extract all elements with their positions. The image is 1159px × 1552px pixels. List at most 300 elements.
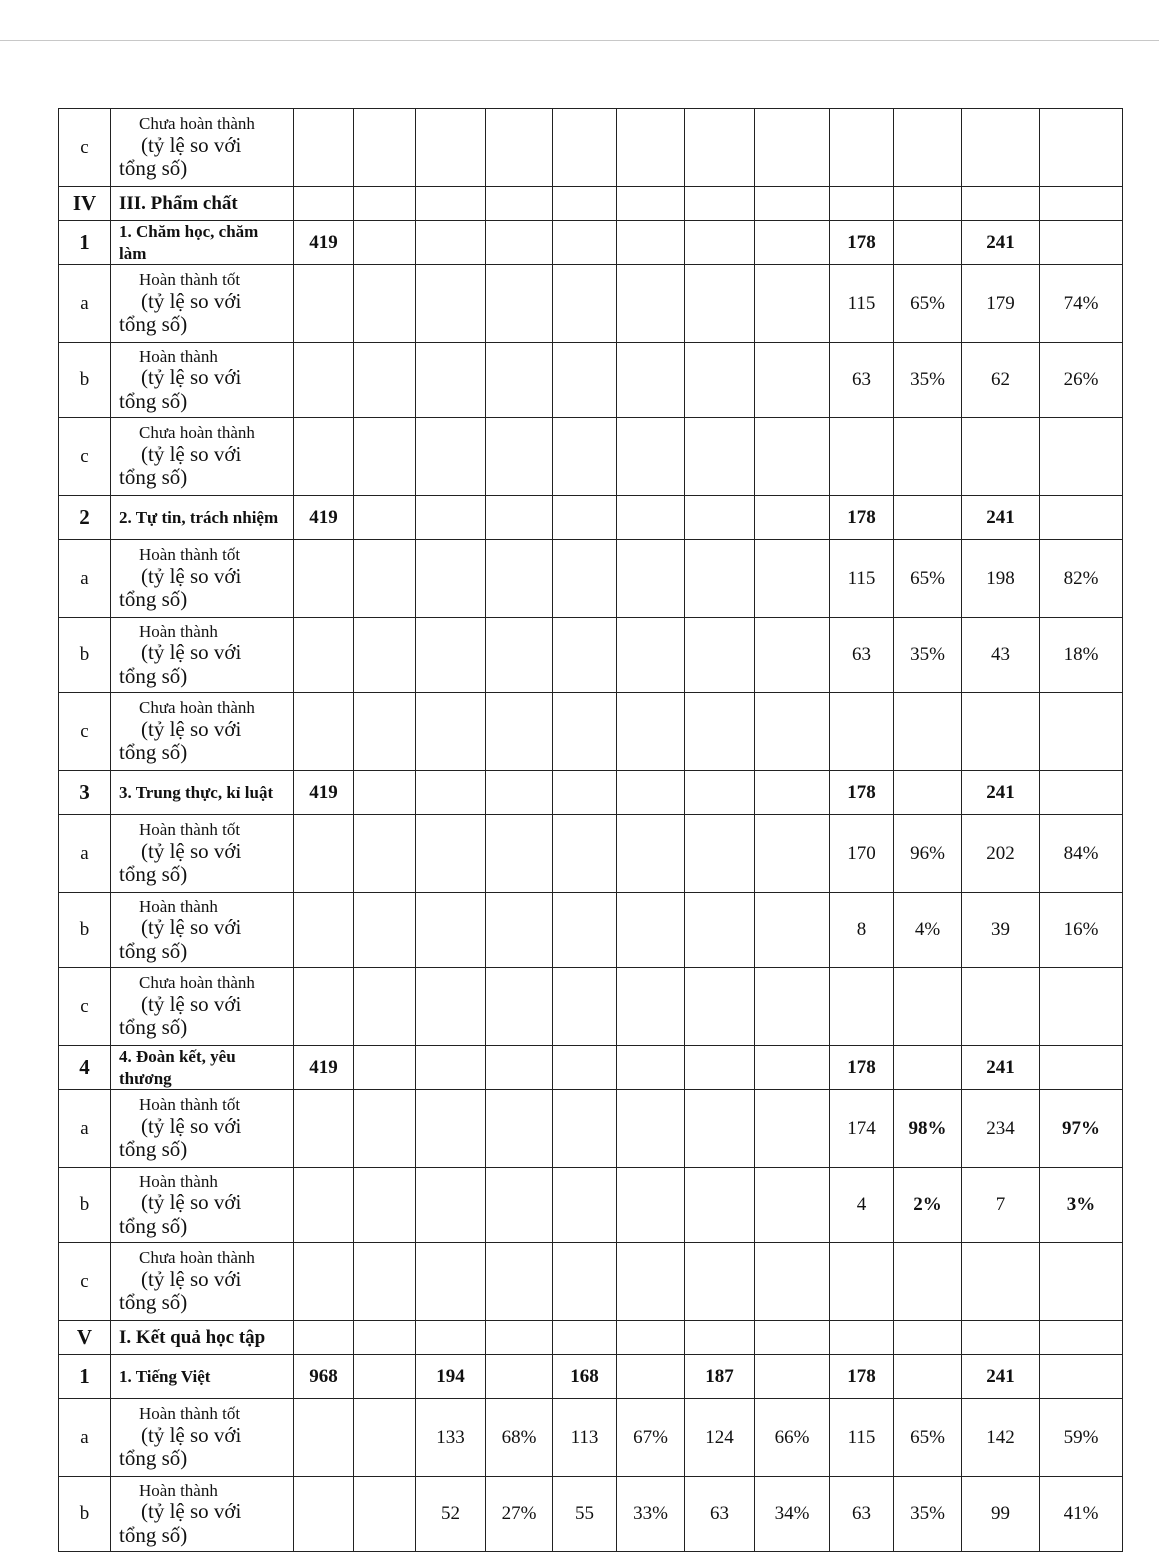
data-cell <box>416 693 486 771</box>
data-cell <box>416 771 486 815</box>
table-row <box>59 1243 1123 1321</box>
data-cell <box>755 771 830 815</box>
data-cell <box>486 1321 553 1355</box>
data-cell <box>1040 187 1123 221</box>
criterion-title: 4. Đoàn kết, yêu thương <box>119 1047 236 1088</box>
data-cell <box>354 693 416 771</box>
data-cell <box>553 109 617 187</box>
data-cell <box>830 109 894 187</box>
data-cell <box>354 771 416 815</box>
data-cell <box>294 265 354 343</box>
data-cell <box>894 418 962 496</box>
data-cell <box>486 187 553 221</box>
data-cell: 194 <box>416 1355 486 1399</box>
row-label <box>111 1243 294 1321</box>
row-label <box>111 693 294 771</box>
row-code: 3 <box>59 771 111 815</box>
ratio-label-total: tổng số) <box>119 862 188 887</box>
data-cell: 43 <box>962 618 1040 693</box>
ratio-label: (tỷ lệ so với <box>141 441 242 466</box>
data-cell <box>486 1046 553 1090</box>
row-code: a <box>59 1399 111 1477</box>
data-cell <box>294 1168 354 1243</box>
data-cell <box>416 1090 486 1168</box>
row-label <box>111 343 294 418</box>
data-cell <box>416 1321 486 1355</box>
table-row <box>59 1090 1123 1168</box>
data-cell <box>416 1046 486 1090</box>
data-cell <box>962 1321 1040 1355</box>
ratio-label: (tỷ lệ so với <box>141 991 242 1016</box>
level-label: Hoàn thành <box>139 346 218 366</box>
ratio-label-total: tổng số) <box>119 1446 188 1471</box>
table-row <box>59 1168 1123 1243</box>
data-cell <box>617 1355 685 1399</box>
data-cell <box>553 496 617 540</box>
ratio-label-total: tổng số) <box>119 1015 188 1040</box>
data-cell: 178 <box>830 771 894 815</box>
data-cell: 99 <box>962 1477 1040 1552</box>
row-label <box>111 1090 294 1168</box>
data-cell: 419 <box>294 1046 354 1090</box>
data-cell <box>894 771 962 815</box>
data-cell <box>354 540 416 618</box>
data-cell <box>486 815 553 893</box>
data-cell: 67% <box>617 1399 685 1477</box>
ratio-label: (tỷ lệ so với <box>141 915 242 939</box>
data-cell <box>553 693 617 771</box>
ratio-label: (tỷ lệ so với <box>141 716 242 741</box>
data-cell <box>617 1243 685 1321</box>
table-row <box>59 1046 1123 1090</box>
data-cell <box>894 187 962 221</box>
data-cell <box>354 815 416 893</box>
data-cell: 170 <box>830 815 894 893</box>
data-cell <box>962 109 1040 187</box>
data-cell <box>294 187 354 221</box>
data-cell <box>294 1090 354 1168</box>
table-row <box>59 418 1123 496</box>
data-cell <box>486 343 553 418</box>
level-label: Hoàn thành tốt <box>139 545 241 565</box>
ratio-label: (tỷ lệ so với <box>141 365 242 389</box>
statistics-table-sheet <box>58 108 1122 1552</box>
data-cell: 63 <box>830 343 894 418</box>
row-code: c <box>59 109 111 187</box>
row-label <box>111 221 294 265</box>
data-cell: 35% <box>894 618 962 693</box>
data-cell <box>416 187 486 221</box>
data-cell <box>486 540 553 618</box>
row-label <box>111 1477 294 1552</box>
data-cell <box>294 1243 354 1321</box>
ratio-label: (tỷ lệ so với <box>141 838 242 863</box>
data-cell: 62 <box>962 343 1040 418</box>
data-cell <box>755 693 830 771</box>
data-cell: 178 <box>830 496 894 540</box>
data-cell <box>894 109 962 187</box>
level-label: Hoàn thành <box>139 896 218 916</box>
data-cell <box>294 1399 354 1477</box>
data-cell: 18% <box>1040 618 1123 693</box>
data-cell <box>294 893 354 968</box>
data-cell <box>354 496 416 540</box>
row-label <box>111 187 294 221</box>
data-cell <box>354 418 416 496</box>
section-title: III. Phẩm chất <box>119 192 238 214</box>
row-label <box>111 1168 294 1243</box>
data-cell: 2% <box>894 1168 962 1243</box>
data-cell <box>755 1046 830 1090</box>
data-cell <box>416 109 486 187</box>
data-cell: 65% <box>894 540 962 618</box>
data-cell <box>294 693 354 771</box>
data-cell: 82% <box>1040 540 1123 618</box>
data-cell <box>755 1090 830 1168</box>
ratio-label-total: tổng số) <box>119 388 188 413</box>
data-cell <box>486 1168 553 1243</box>
data-cell <box>685 343 755 418</box>
level-label: Chưa hoàn thành <box>139 973 255 993</box>
data-cell: 97% <box>1040 1090 1123 1168</box>
data-cell <box>294 109 354 187</box>
row-code: b <box>59 1477 111 1552</box>
ratio-label: (tỷ lệ so với <box>141 563 242 588</box>
data-cell: 179 <box>962 265 1040 343</box>
data-cell: 3% <box>1040 1168 1123 1243</box>
ratio-label: (tỷ lệ so với <box>141 640 242 664</box>
data-cell <box>294 815 354 893</box>
data-cell <box>894 968 962 1046</box>
data-cell <box>354 1399 416 1477</box>
row-code: b <box>59 618 111 693</box>
ratio-label-total: tổng số) <box>119 1290 188 1315</box>
row-label <box>111 1399 294 1477</box>
data-cell <box>685 496 755 540</box>
data-cell: 241 <box>962 1046 1040 1090</box>
data-cell <box>416 618 486 693</box>
data-cell: 41% <box>1040 1477 1123 1552</box>
data-cell <box>294 968 354 1046</box>
data-cell <box>416 221 486 265</box>
row-code: c <box>59 968 111 1046</box>
data-cell <box>416 540 486 618</box>
data-cell: 26% <box>1040 343 1123 418</box>
level-label: Hoàn thành <box>139 1171 218 1191</box>
data-cell <box>416 1243 486 1321</box>
data-cell <box>1040 109 1123 187</box>
data-cell: 98% <box>894 1090 962 1168</box>
table-row <box>59 693 1123 771</box>
data-cell: 65% <box>894 1399 962 1477</box>
ratio-label: (tỷ lệ so với <box>141 288 242 313</box>
data-cell <box>1040 221 1123 265</box>
row-label <box>111 418 294 496</box>
data-cell: 198 <box>962 540 1040 618</box>
data-cell: 178 <box>830 1046 894 1090</box>
table-row <box>59 496 1123 540</box>
data-cell <box>354 893 416 968</box>
data-cell <box>685 265 755 343</box>
data-cell <box>830 1243 894 1321</box>
data-cell <box>617 1168 685 1243</box>
data-cell <box>962 418 1040 496</box>
data-cell <box>354 1355 416 1399</box>
data-cell <box>617 343 685 418</box>
data-cell <box>685 1090 755 1168</box>
data-cell <box>1040 968 1123 1046</box>
data-cell <box>894 496 962 540</box>
row-code: a <box>59 815 111 893</box>
data-cell <box>617 418 685 496</box>
data-cell <box>354 1046 416 1090</box>
data-cell <box>755 187 830 221</box>
data-cell <box>894 1046 962 1090</box>
ratio-label-total: tổng số) <box>119 938 188 963</box>
row-code: 2 <box>59 496 111 540</box>
data-cell <box>486 418 553 496</box>
data-cell: 65% <box>894 265 962 343</box>
data-cell <box>553 1090 617 1168</box>
table-row <box>59 1321 1123 1355</box>
ratio-label-total: tổng số) <box>119 465 188 490</box>
data-cell <box>354 1321 416 1355</box>
data-cell <box>354 187 416 221</box>
data-cell: 34% <box>755 1477 830 1552</box>
data-cell: 55 <box>553 1477 617 1552</box>
data-cell <box>685 221 755 265</box>
data-cell <box>294 540 354 618</box>
data-cell <box>894 221 962 265</box>
data-cell <box>617 265 685 343</box>
data-cell: 84% <box>1040 815 1123 893</box>
row-label <box>111 496 294 540</box>
data-cell <box>617 815 685 893</box>
row-code: 1 <box>59 1355 111 1399</box>
data-cell <box>894 1355 962 1399</box>
criterion-title: 1. Chăm học, chăm làm <box>119 222 259 263</box>
data-cell <box>416 815 486 893</box>
data-cell: 4% <box>894 893 962 968</box>
data-cell <box>553 771 617 815</box>
row-code: a <box>59 265 111 343</box>
ratio-label-total: tổng số) <box>119 587 188 612</box>
data-cell <box>755 893 830 968</box>
data-cell <box>685 893 755 968</box>
data-cell <box>894 1321 962 1355</box>
row-label <box>111 109 294 187</box>
data-cell: 52 <box>416 1477 486 1552</box>
data-cell <box>830 693 894 771</box>
data-cell <box>962 693 1040 771</box>
row-label <box>111 265 294 343</box>
table-row <box>59 1477 1123 1552</box>
table-row <box>59 265 1123 343</box>
data-cell: 8 <box>830 893 894 968</box>
table-row <box>59 540 1123 618</box>
data-cell <box>553 1168 617 1243</box>
data-cell <box>486 109 553 187</box>
ratio-label-total: tổng số) <box>119 1213 188 1238</box>
data-cell <box>685 1243 755 1321</box>
row-label <box>111 540 294 618</box>
data-cell: 68% <box>486 1399 553 1477</box>
data-cell <box>685 109 755 187</box>
data-cell <box>553 1046 617 1090</box>
level-label: Hoàn thành tốt <box>139 1095 241 1115</box>
table-row <box>59 1355 1123 1399</box>
section-title: I. Kết quả học tập <box>119 1326 266 1348</box>
table-row <box>59 968 1123 1046</box>
table-row <box>59 109 1123 187</box>
table-row <box>59 343 1123 418</box>
data-cell <box>685 693 755 771</box>
data-cell <box>755 1243 830 1321</box>
data-cell <box>486 1090 553 1168</box>
data-cell <box>755 1321 830 1355</box>
data-cell <box>486 221 553 265</box>
data-cell <box>294 343 354 418</box>
table-row <box>59 1399 1123 1477</box>
data-cell <box>755 1355 830 1399</box>
data-cell: 35% <box>894 343 962 418</box>
row-label <box>111 618 294 693</box>
data-cell <box>1040 693 1123 771</box>
data-cell <box>685 187 755 221</box>
criterion-title: 1. Tiếng Việt <box>119 1366 211 1386</box>
data-cell <box>685 540 755 618</box>
level-label: Hoàn thành <box>139 621 218 641</box>
data-cell: 96% <box>894 815 962 893</box>
data-cell: 419 <box>294 771 354 815</box>
data-cell <box>755 540 830 618</box>
data-cell: 27% <box>486 1477 553 1552</box>
data-cell <box>617 109 685 187</box>
data-cell <box>894 693 962 771</box>
data-cell <box>617 221 685 265</box>
data-cell <box>755 1168 830 1243</box>
ratio-label-total: tổng số) <box>119 740 188 765</box>
data-cell: 63 <box>830 618 894 693</box>
data-cell <box>617 771 685 815</box>
data-cell <box>486 693 553 771</box>
data-cell <box>486 1243 553 1321</box>
data-cell <box>354 1477 416 1552</box>
data-cell: 115 <box>830 540 894 618</box>
data-cell: 4 <box>830 1168 894 1243</box>
row-code: b <box>59 343 111 418</box>
data-cell <box>553 893 617 968</box>
row-code: IV <box>59 187 111 221</box>
data-cell: 202 <box>962 815 1040 893</box>
data-cell <box>416 418 486 496</box>
data-cell <box>553 815 617 893</box>
data-cell <box>354 343 416 418</box>
data-cell <box>617 1046 685 1090</box>
page-top-rule <box>0 40 1159 41</box>
data-cell <box>962 968 1040 1046</box>
table-row <box>59 618 1123 693</box>
data-cell <box>1040 1243 1123 1321</box>
data-cell <box>416 496 486 540</box>
data-cell <box>685 1321 755 1355</box>
ratio-label-total: tổng số) <box>119 156 188 181</box>
data-cell <box>486 771 553 815</box>
row-code: c <box>59 693 111 771</box>
data-cell: 187 <box>685 1355 755 1399</box>
data-cell <box>685 418 755 496</box>
ratio-label-total: tổng số) <box>119 312 188 337</box>
data-cell <box>354 265 416 343</box>
data-cell <box>1040 1321 1123 1355</box>
table-row <box>59 771 1123 815</box>
data-cell: 241 <box>962 496 1040 540</box>
ratio-label: (tỷ lệ so với <box>141 1190 242 1214</box>
row-code: b <box>59 893 111 968</box>
row-label <box>111 893 294 968</box>
data-cell <box>617 540 685 618</box>
data-cell <box>354 1243 416 1321</box>
data-cell: 241 <box>962 221 1040 265</box>
data-cell <box>617 496 685 540</box>
row-code: a <box>59 1090 111 1168</box>
data-cell <box>617 618 685 693</box>
data-cell <box>755 109 830 187</box>
criterion-title: 2. Tự tin, trách nhiệm <box>119 507 279 527</box>
data-cell <box>486 968 553 1046</box>
data-cell <box>553 343 617 418</box>
row-code: 1 <box>59 221 111 265</box>
data-cell: 115 <box>830 1399 894 1477</box>
data-cell <box>553 187 617 221</box>
data-cell <box>553 418 617 496</box>
row-label <box>111 1321 294 1355</box>
data-cell <box>486 1355 553 1399</box>
data-cell <box>830 1321 894 1355</box>
data-cell <box>755 496 830 540</box>
data-cell <box>685 618 755 693</box>
data-cell <box>416 265 486 343</box>
data-cell <box>354 1090 416 1168</box>
data-cell <box>617 187 685 221</box>
data-cell: 968 <box>294 1355 354 1399</box>
data-cell: 142 <box>962 1399 1040 1477</box>
ratio-label-total: tổng số) <box>119 1522 188 1547</box>
data-cell <box>354 618 416 693</box>
data-cell <box>553 968 617 1046</box>
data-cell <box>755 618 830 693</box>
data-cell: 419 <box>294 496 354 540</box>
data-cell <box>553 1243 617 1321</box>
data-cell <box>486 496 553 540</box>
level-label: Chưa hoàn thành <box>139 423 255 443</box>
data-cell <box>1040 1355 1123 1399</box>
data-cell <box>617 968 685 1046</box>
data-cell: 178 <box>830 1355 894 1399</box>
data-cell <box>830 187 894 221</box>
data-cell <box>553 221 617 265</box>
level-label: Chưa hoàn thành <box>139 114 255 134</box>
data-cell <box>354 221 416 265</box>
level-label: Hoàn thành tốt <box>139 270 241 290</box>
data-cell <box>354 109 416 187</box>
ratio-label: (tỷ lệ so với <box>141 1113 242 1138</box>
data-cell <box>962 187 1040 221</box>
ratio-label: (tỷ lệ so với <box>141 1266 242 1291</box>
data-cell: 174 <box>830 1090 894 1168</box>
data-cell: 74% <box>1040 265 1123 343</box>
data-cell <box>553 540 617 618</box>
